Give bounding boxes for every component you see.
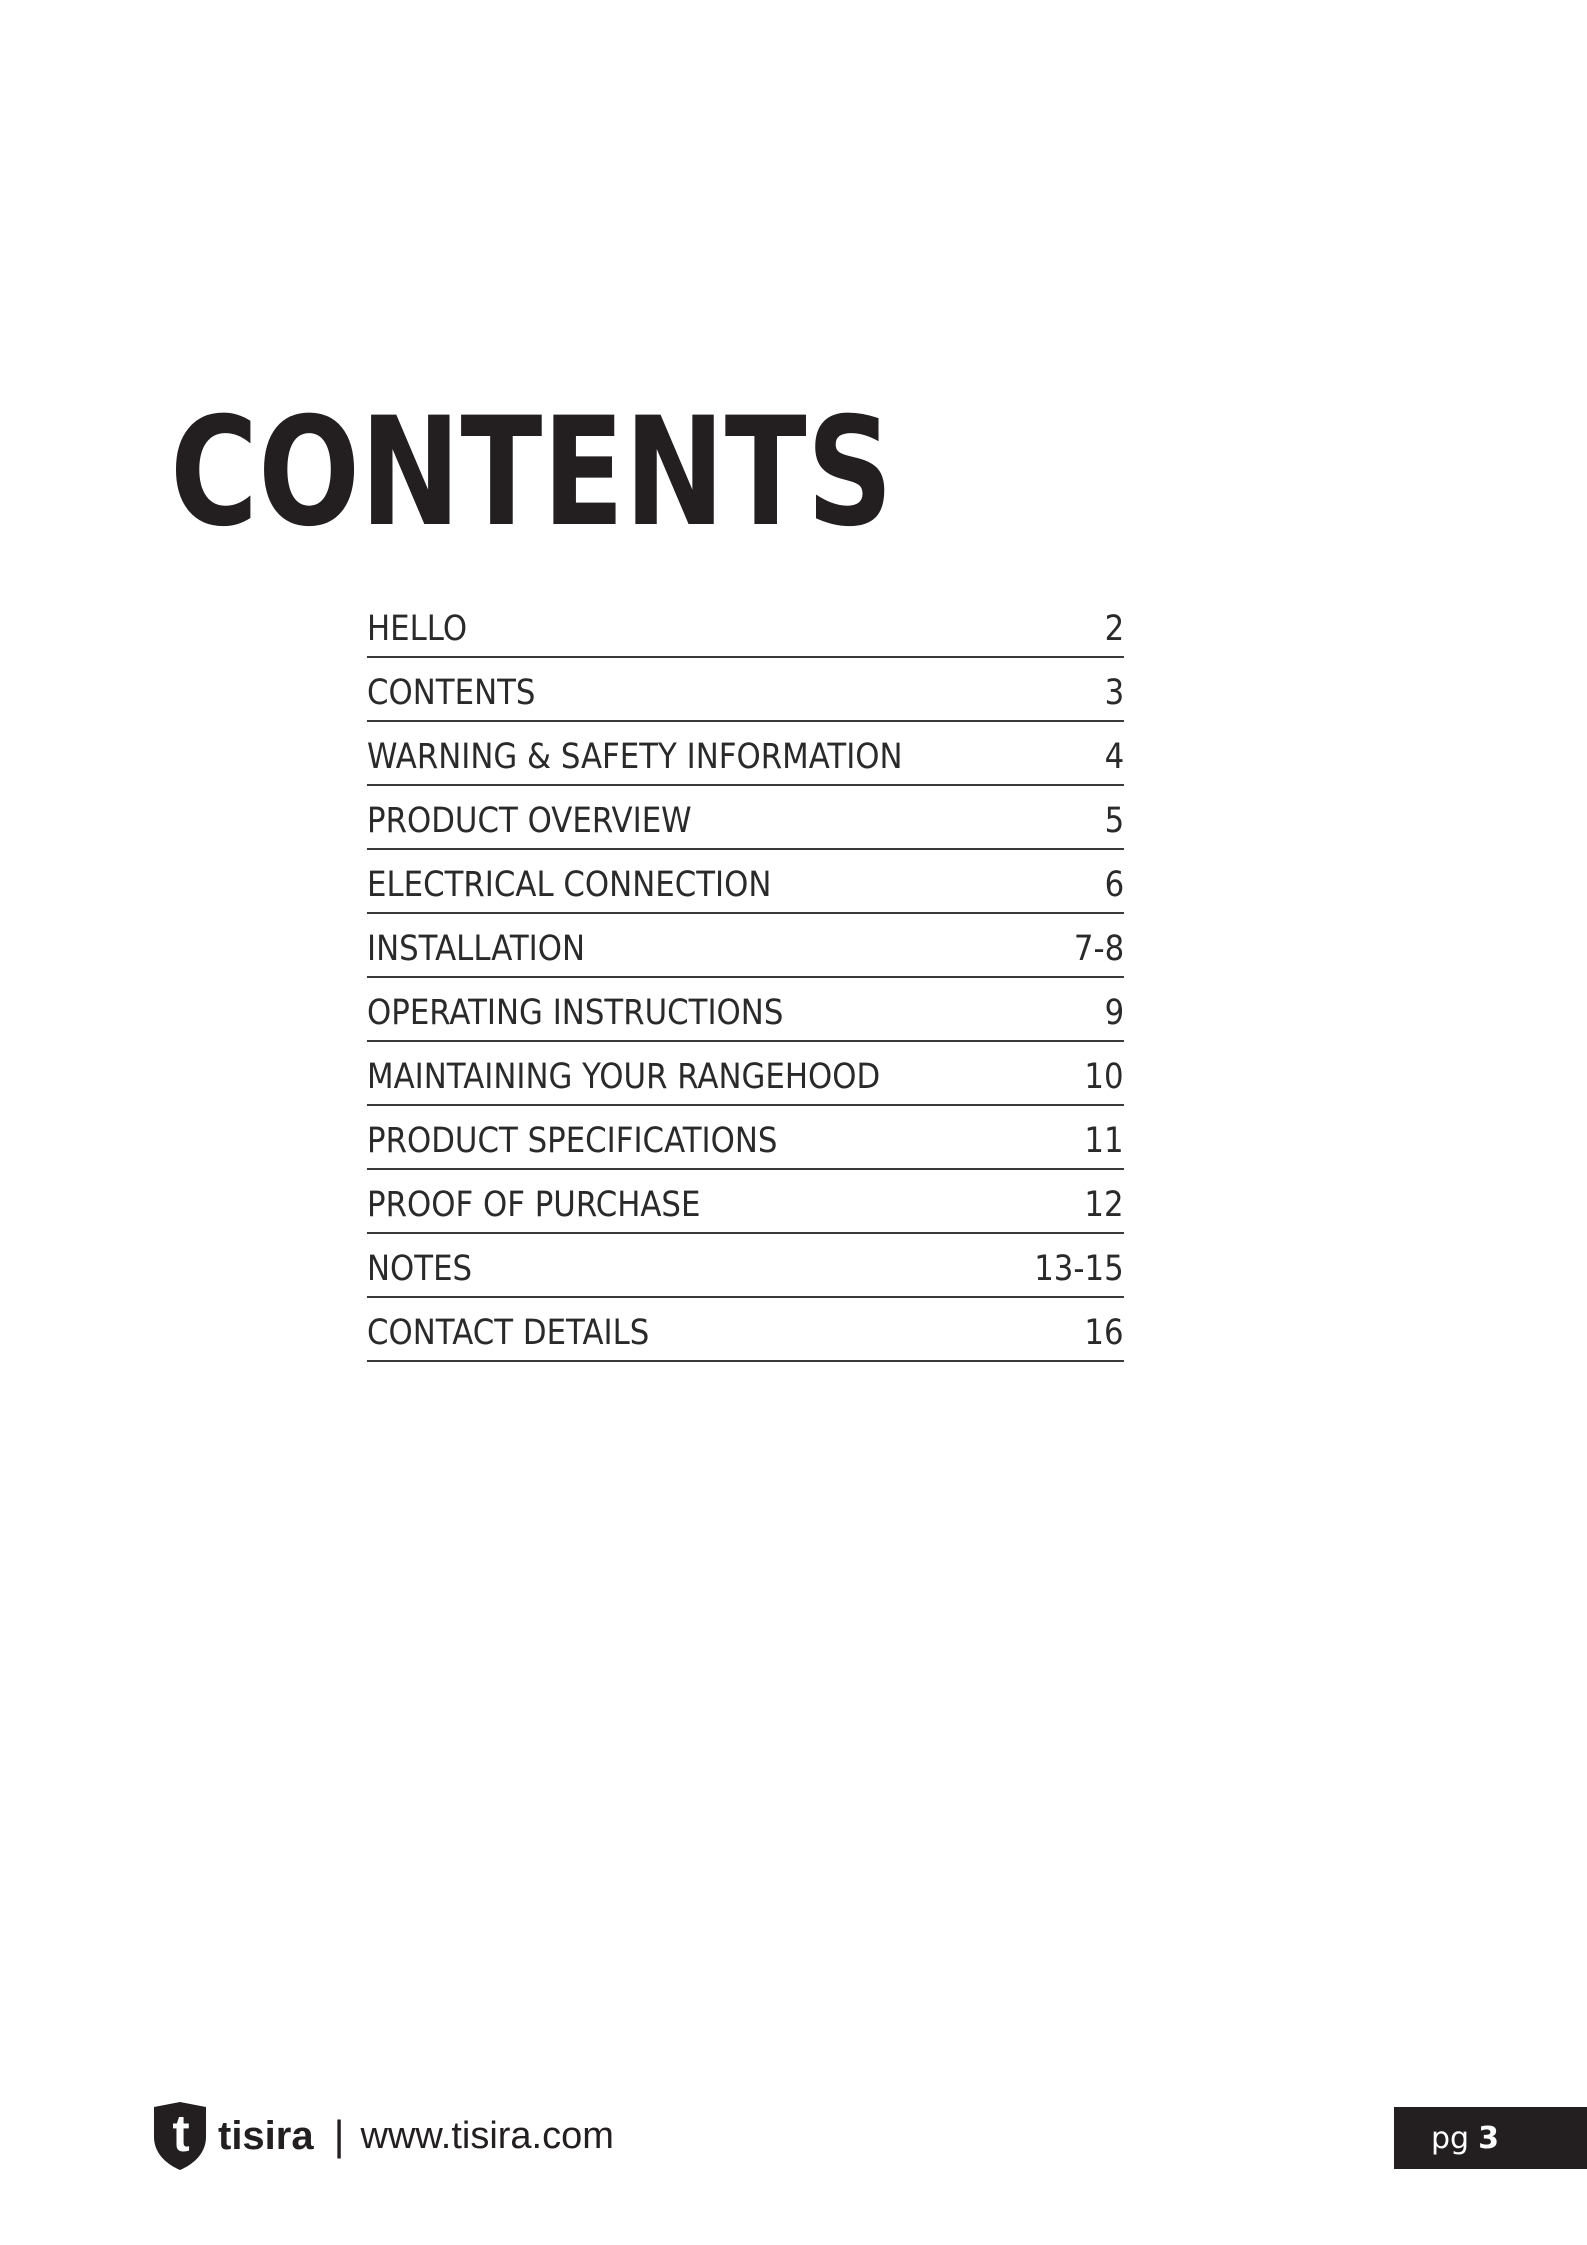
toc-row[interactable] xyxy=(367,659,1124,722)
toc-row[interactable] xyxy=(367,1235,1124,1298)
toc-entry-title: NOTES xyxy=(367,1248,473,1289)
toc-entry-page: 9 xyxy=(1104,992,1124,1033)
toc-entry-title: MAINTAINING YOUR RANGEHOOD xyxy=(367,1056,881,1097)
toc-entry-page: 7-8 xyxy=(1073,928,1124,969)
toc-entry-title: INSTALLATION xyxy=(367,928,586,969)
website-link[interactable]: www.tisira.com xyxy=(360,2114,614,2157)
toc-entry-title: PRODUCT SPECIFICATIONS xyxy=(367,1120,778,1161)
toc-row[interactable] xyxy=(367,1107,1124,1170)
toc-row[interactable] xyxy=(367,595,1124,658)
toc-entry-page: 4 xyxy=(1104,736,1124,777)
toc-entry-title: OPERATING INSTRUCTIONS xyxy=(367,992,784,1033)
toc-row[interactable] xyxy=(367,1043,1124,1106)
toc-entry-title: PRODUCT OVERVIEW xyxy=(367,800,692,841)
page-number-tab xyxy=(1394,2107,1587,2169)
tisira-shield-logo-icon xyxy=(150,2101,210,2171)
toc-row[interactable] xyxy=(367,723,1124,786)
toc-entry-title: PROOF OF PURCHASE xyxy=(367,1184,701,1225)
table-of-contents xyxy=(367,595,1124,1363)
toc-row[interactable] xyxy=(367,787,1124,850)
toc-entry-page: 13-15 xyxy=(1034,1248,1124,1289)
toc-row[interactable] xyxy=(367,915,1124,978)
page-title: CONTENTS xyxy=(170,386,894,560)
toc-entry-title: CONTENTS xyxy=(367,672,536,713)
toc-entry-page: 12 xyxy=(1084,1184,1124,1225)
toc-entry-title: WARNING & SAFETY INFORMATION xyxy=(367,736,903,777)
toc-entry-title: CONTACT DETAILS xyxy=(367,1312,650,1353)
toc-entry-page: 2 xyxy=(1104,608,1124,649)
toc-entry-page: 16 xyxy=(1084,1312,1124,1353)
footer-brand xyxy=(150,2100,614,2172)
brand-separator: | xyxy=(333,2112,345,2159)
toc-entry-page: 5 xyxy=(1104,800,1124,841)
toc-row[interactable] xyxy=(367,851,1124,914)
toc-row[interactable] xyxy=(367,1299,1124,1362)
logo-letter: t xyxy=(172,2105,190,2163)
toc-row[interactable] xyxy=(367,1171,1124,1234)
toc-entry-page: 3 xyxy=(1104,672,1124,713)
toc-entry-title: ELECTRICAL CONNECTION xyxy=(367,864,772,905)
toc-entry-page: 11 xyxy=(1084,1120,1124,1161)
brand-name: tisira xyxy=(218,2113,314,2158)
page-number-prefix: pg xyxy=(1431,2120,1470,2156)
toc-entry-page: 6 xyxy=(1104,864,1124,905)
toc-entry-title: HELLO xyxy=(367,608,468,649)
toc-row[interactable] xyxy=(367,979,1124,1042)
toc-entry-page: 10 xyxy=(1084,1056,1124,1097)
page-number: 3 xyxy=(1478,2120,1499,2156)
